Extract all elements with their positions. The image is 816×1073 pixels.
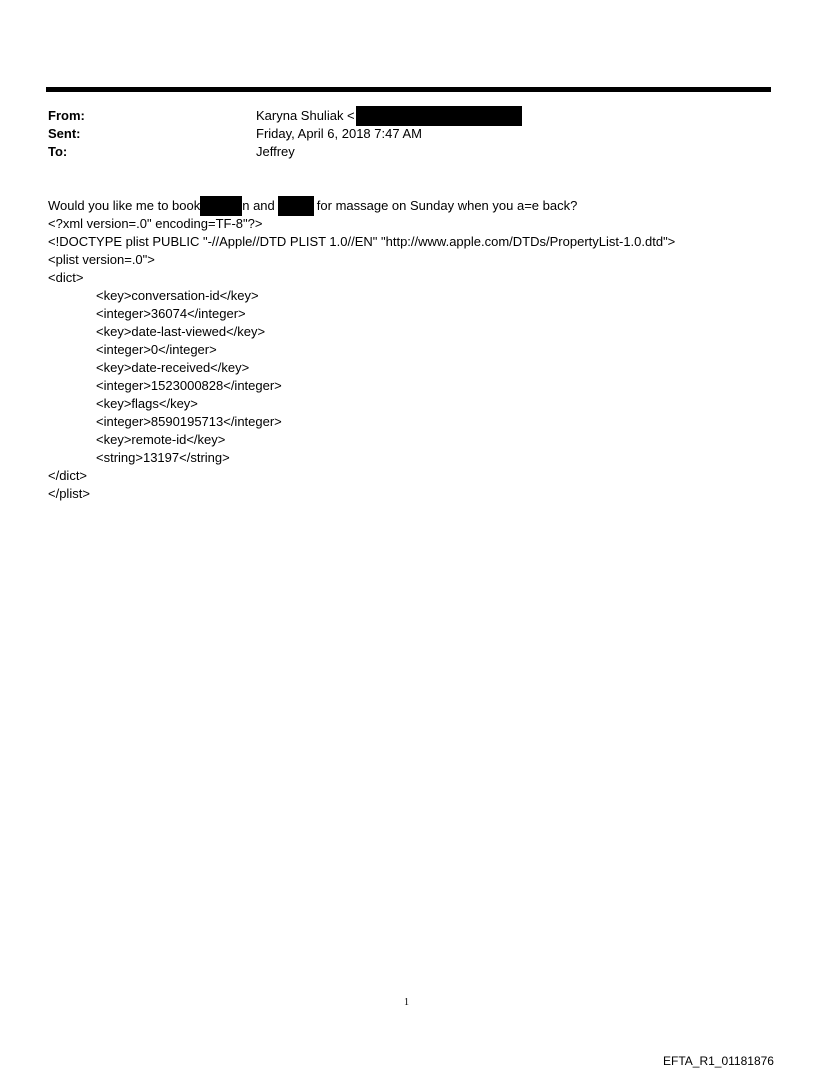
dict-entry-line: <integer>0</integer>	[96, 342, 217, 357]
redaction-box	[200, 196, 242, 216]
xml-declaration-line: <?xml version=.0" encoding=TF-8"?>	[48, 216, 263, 231]
from-value	[256, 107, 522, 126]
dict-entry-line: <integer>1523000828</integer>	[96, 378, 282, 393]
dict-entry-line: <key>conversation-id</key>	[96, 288, 259, 303]
redaction-box	[356, 106, 522, 126]
message-part-2: n and	[242, 198, 275, 213]
sent-label: Sent:	[48, 126, 81, 141]
to-value: Jeffrey	[256, 144, 295, 159]
to-row	[48, 143, 748, 161]
from-row	[48, 107, 748, 125]
sent-row	[48, 125, 748, 143]
dict-entry-line: <integer>36074</integer>	[96, 306, 246, 321]
dict-close-line: </dict>	[48, 468, 88, 483]
page-number: 1	[404, 997, 409, 1008]
dict-entry-line: <key>remote-id</key>	[96, 432, 226, 447]
plist-open-line: <plist version=.0">	[48, 252, 155, 267]
dict-entry-line: <key>flags</key>	[96, 396, 198, 411]
to-label: To:	[48, 144, 68, 159]
doctype-line: <!DOCTYPE plist PUBLIC "-//Apple//DTD PLIST 1.0//EN" "http://www.apple.com/DTDs/PropertyList-1.0.dtd">	[48, 234, 676, 249]
message-line	[48, 197, 577, 215]
sent-value: Friday, April 6, 2018 7:47 AM	[256, 126, 422, 141]
dict-entry-line: <integer>8590195713</integer>	[96, 414, 282, 429]
message-part-1: Would you like me to book	[48, 198, 201, 213]
dict-entry-line: <key>date-received</key>	[96, 360, 250, 375]
dict-entry-line: <key>date-last-viewed</key>	[96, 324, 266, 339]
sender-name: Karyna Shuliak <	[256, 108, 355, 123]
redaction-box	[278, 196, 314, 216]
from-label: From:	[48, 108, 85, 123]
dict-open-line: <dict>	[48, 270, 84, 285]
document-id: EFTA_R1_01181876	[663, 1054, 774, 1068]
header-rule	[46, 87, 771, 92]
plist-close-line: </plist>	[48, 486, 90, 501]
dict-entry-line: <string>13197</string>	[96, 450, 230, 465]
message-part-3: for massage on Sunday when you a=e back?	[316, 198, 578, 213]
